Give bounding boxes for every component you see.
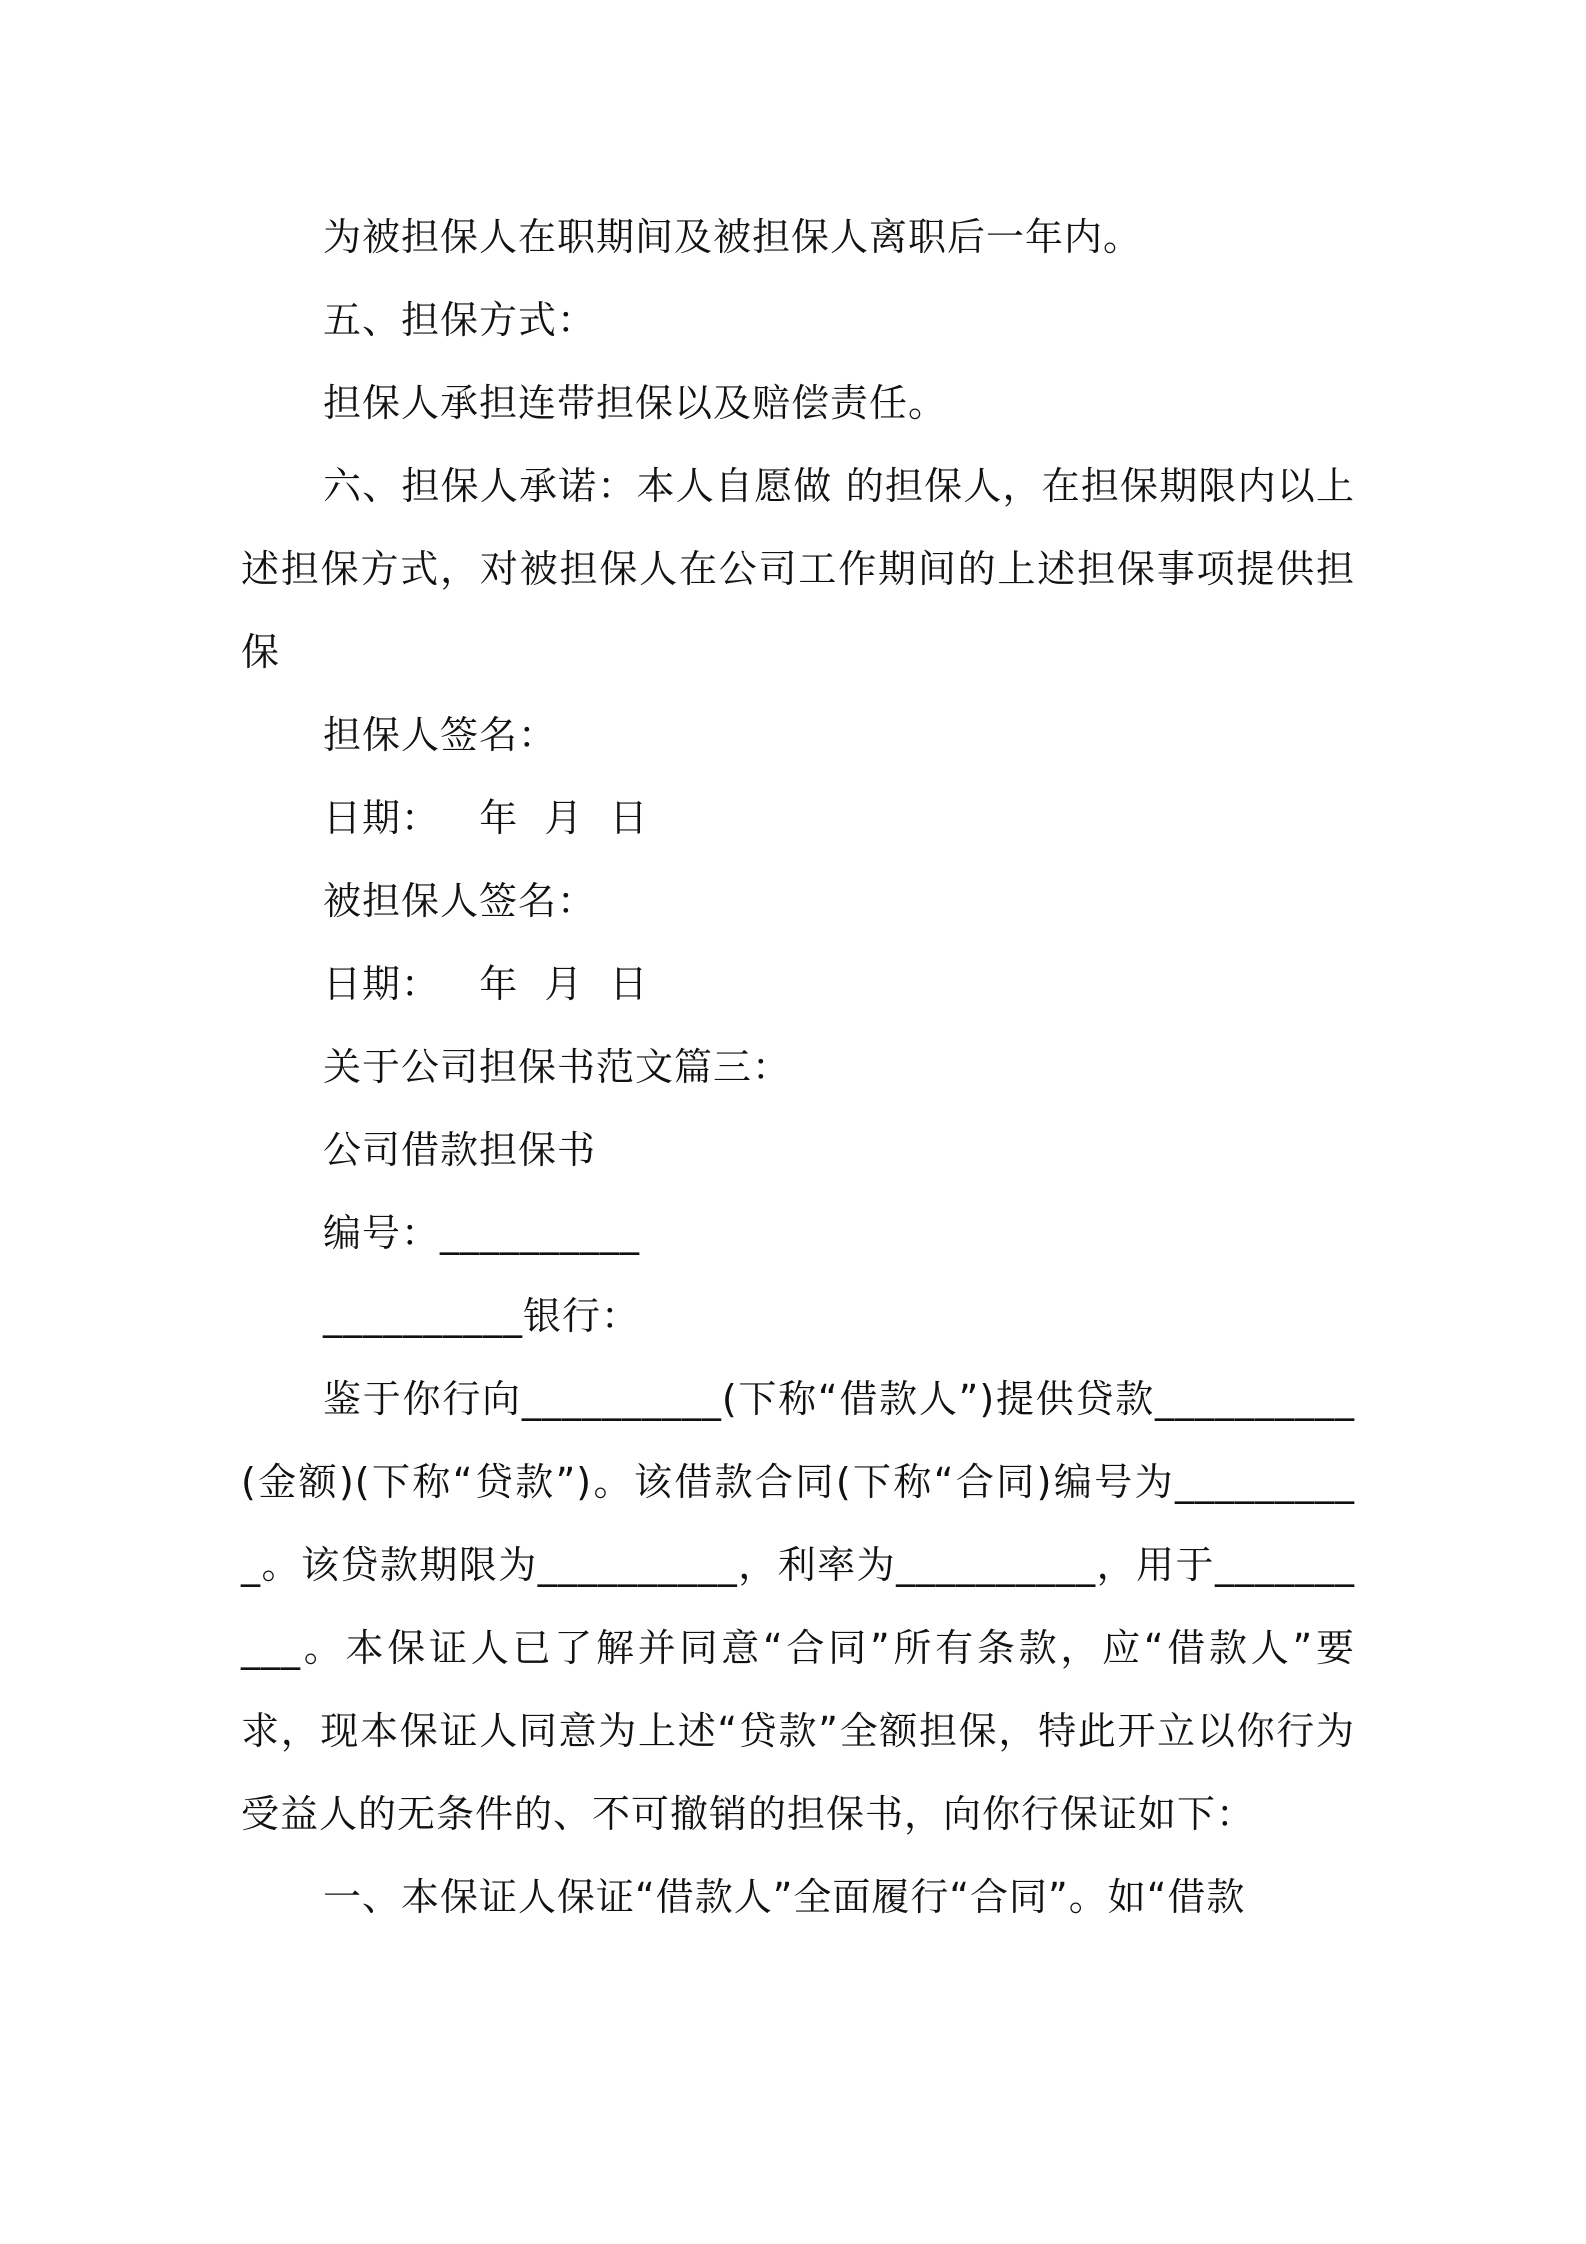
paragraph-guarantee-period: 为被担保人在职期间及被担保人离职后一年内。	[323, 215, 1143, 259]
document-body	[241, 196, 1355, 1939]
guarantor-date-line: 日期： 年 月 日	[323, 796, 649, 840]
bank-addressee-line: __________银行：	[323, 1294, 641, 1338]
paragraph-clause-one: 一、本保证人保证“借款人”全面履行“合同”。如“借款	[323, 1875, 1246, 1919]
guaranteed-signature-line: 被担保人签名：	[323, 879, 597, 923]
guaranteed-date-line: 日期： 年 月 日	[323, 962, 649, 1006]
paragraph-whereas-loan: 鉴于你行向__________(下称“借款人”)提供贷款__________(金额)(下称“贷款”)。该借款合同(下称“合同)编号为__________。该贷款期限为__________，利率为__________，用于__________。本保证人已了解并同意“合同”所有条款，应“借款人”要求，现本保证人同意为上述“贷款”全额担保，特此开立以你行为受益人的无条件的、不可撤销的担保书，向你行保证如下：	[241, 1377, 1355, 1836]
heading-guarantee-method: 五、担保方式：	[323, 298, 597, 342]
paragraph-guarantee-method: 担保人承担连带担保以及赔偿责任。	[323, 381, 948, 425]
guarantor-signature-line: 担保人签名：	[323, 713, 558, 757]
section-title-part-three: 关于公司担保书范文篇三：	[323, 1045, 792, 1089]
serial-number-line: 编号：__________	[323, 1211, 641, 1255]
paragraph-guarantor-commitment: 六、担保人承诺：本人自愿做 的担保人，在担保期限内以上述担保方式，对被担保人在公司工作期间的上述担保事项提供担保	[241, 464, 1355, 674]
document-title-loan-guarantee: 公司借款担保书	[323, 1128, 597, 1172]
